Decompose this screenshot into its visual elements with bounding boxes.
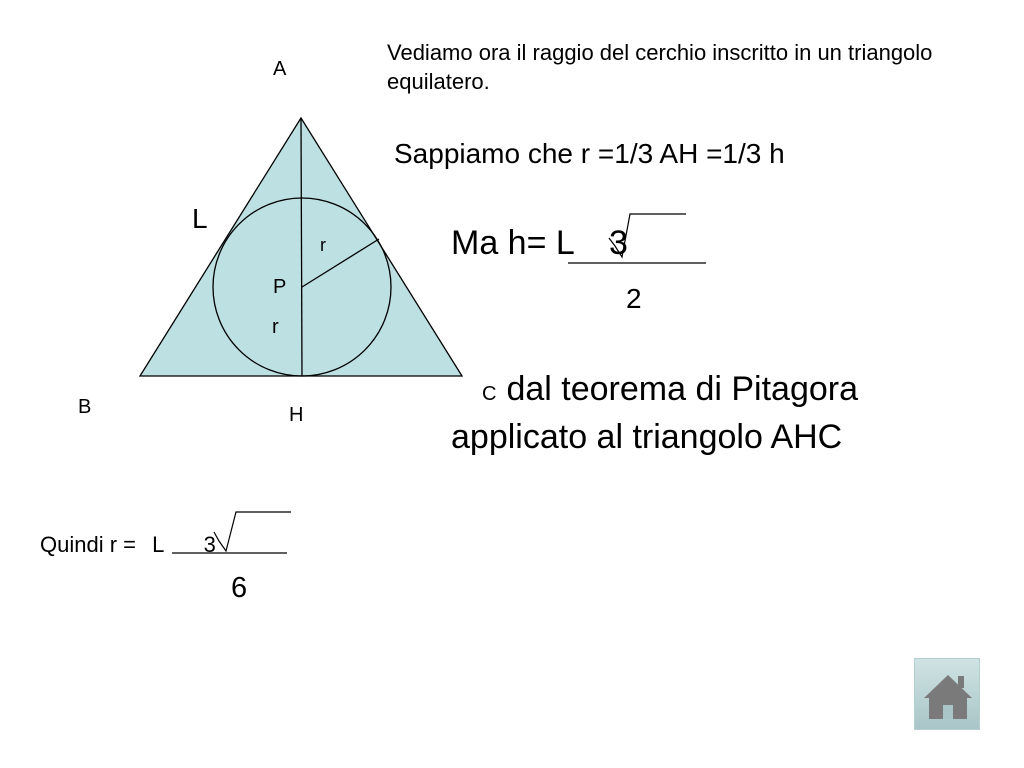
height-formula-radicand: 3	[609, 224, 628, 262]
pythagoras-text: dal teorema di Pitagora applicato al triangolo AHC	[451, 370, 858, 456]
vertex-label-A: A	[273, 58, 287, 80]
result-formula	[40, 532, 216, 558]
height-formula-prefix: Ma h=	[451, 224, 547, 262]
result-formula-prefix: Quindi r =	[40, 532, 136, 557]
foot-label-H: H	[289, 404, 304, 426]
result-formula-denominator: 6	[231, 572, 248, 604]
side-label-L: L	[192, 203, 208, 234]
radius-label-lower: r	[272, 316, 279, 338]
home-icon	[915, 659, 981, 731]
vertex-label-C: C	[482, 383, 497, 405]
height-formula-denominator: 2	[626, 283, 642, 314]
height-formula-L: L	[555, 224, 574, 262]
pythagoras-text-block	[451, 368, 971, 459]
result-formula-L: L	[152, 532, 164, 557]
intro-text: Vediamo ora il raggio del cerchio inscritto in un triangolo equilatero.	[387, 40, 933, 94]
center-label-P: P	[273, 276, 287, 298]
result-formula-radicand: 3	[203, 532, 216, 557]
home-button[interactable]	[914, 658, 980, 730]
height-formula	[451, 224, 628, 263]
known-relation-text: Sappiamo che r =1/3 AH =1/3 h	[394, 138, 785, 169]
vertex-label-B: B	[78, 396, 92, 418]
radius-label-upper: r	[320, 235, 326, 255]
